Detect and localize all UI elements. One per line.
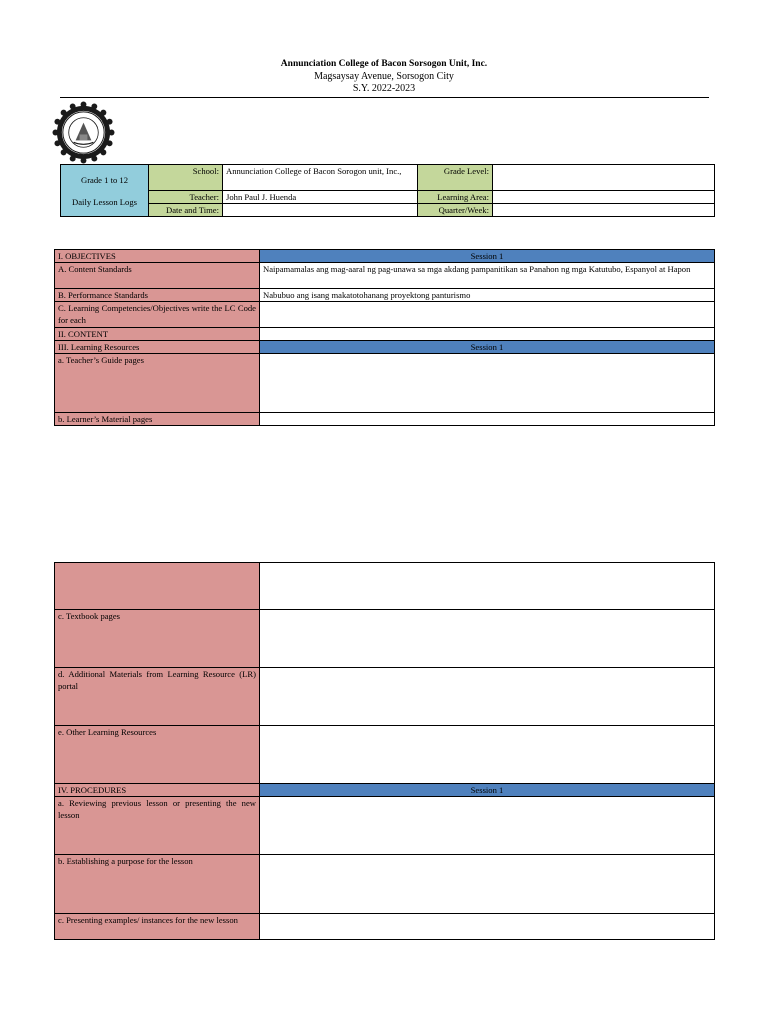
other-resources-label: e. Other Learning Resources [55,726,260,784]
competencies-value [260,302,715,328]
performance-standards-label: B. Performance Standards [55,289,260,302]
grade-level-value [493,165,715,191]
learners-material-label: b. Learner’s Material pages [55,413,260,426]
learners-material-value [260,413,715,426]
school-address: Magsaysay Avenue, Sorsogon City [314,70,454,82]
school-name: Annunciation College of Bacon Sorsogon Unit, Inc. [280,59,488,69]
teachers-guide-value [260,354,715,413]
content-value [260,328,715,341]
additional-materials-value [260,668,715,726]
session-header-proc: Session 1 [260,784,715,797]
textbook-label: c. Textbook pages [55,610,260,668]
presenting-label: c. Presenting examples/ instances for the new lesson [55,914,260,940]
teachers-guide-label: a. Teacher’s Guide pages [55,354,260,413]
teacher-label: Teacher: [149,191,223,204]
reviewing-label: a. Reviewing previous lesson or presenting the new lesson [55,797,260,855]
continued-label [55,563,260,610]
school-value: Annunciation College of Bacon Sorogon unit, Inc., [223,165,418,191]
date-time-label: Date and Time: [149,204,223,217]
objectives-heading: I. OBJECTIVES [55,250,260,263]
session-header-lr: Session 1 [260,341,715,354]
performance-standards-value: Nabubuo ang isang makatotohanang proyektong panturismo [260,289,715,302]
log-title: Daily Lesson Logs [72,196,137,207]
establishing-label: b. Establishing a purpose for the lesson [55,855,260,914]
document-header [0,58,768,96]
other-resources-value [260,726,715,784]
establishing-value [260,855,715,914]
learning-resources-heading: III. Learning Resources [55,341,260,354]
content-heading: II. CONTENT [55,328,260,341]
content-standards-value: Naipamamalas ang mag-aaral ng pag-unawa sa mga akdang pampanitikan sa Panahon ng mga Katutubo, Espanyol at Hapon [260,263,715,289]
reviewing-value [260,797,715,855]
school-label: School: [149,165,223,191]
additional-materials-label: d. Additional Materials from Learning Resource (LR) portal [55,668,260,726]
school-year: S.Y. 2022-2023 [352,83,416,94]
date-time-value [223,204,418,217]
session-header: Session 1 [260,250,715,263]
school-seal-logo [52,101,115,164]
continued-value [260,563,715,610]
header-rule [60,97,709,98]
presenting-value [260,914,715,940]
quarter-week-label: Quarter/Week: [418,204,493,217]
info-table [60,164,715,217]
learning-area-label: Learning Area: [418,191,493,204]
competencies-label: C. Learning Competencies/Objectives write the LC Code for each [55,302,260,328]
quarter-week-value [493,204,715,217]
grade-range: Grade 1 to 12 [80,174,128,185]
teacher-value: John Paul J. Huenda [223,191,418,204]
textbook-value [260,610,715,668]
procedures-heading: IV. PROCEDURES [55,784,260,797]
content-standards-label: A. Content Standards [55,263,260,289]
lesson-table-page2 [54,562,715,940]
grade-logs-cell [61,165,149,217]
grade-level-label: Grade Level: [418,165,493,191]
lesson-table-page1 [54,249,715,426]
learning-area-value [493,191,715,204]
